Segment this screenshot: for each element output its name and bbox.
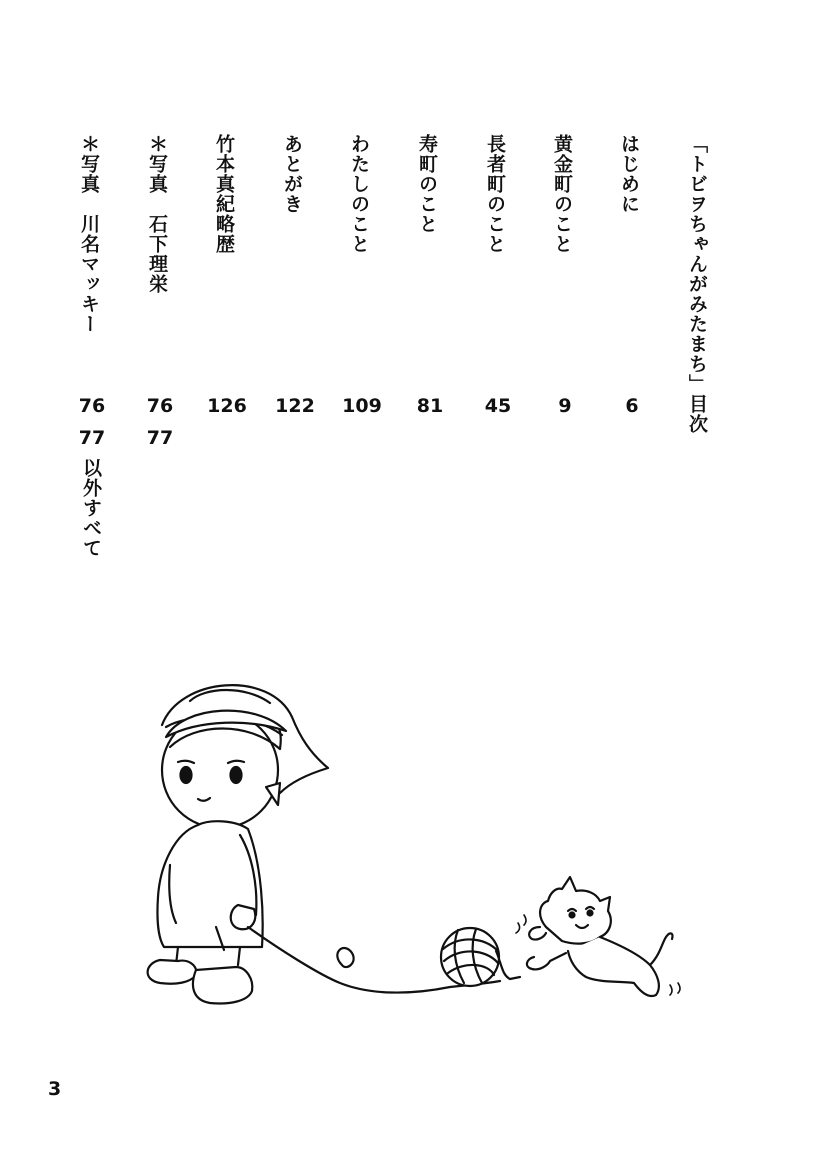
toc-entry xyxy=(545,0,585,600)
girl-cat-yarn-illustration xyxy=(130,665,700,1035)
toc-credit-page-2: 77 xyxy=(78,427,106,449)
toc-entry-label: 竹本真紀略歴 xyxy=(213,134,235,254)
toc-entry-page: 45 xyxy=(484,395,512,417)
page-number: 3 xyxy=(48,1078,62,1100)
toc-entry-page: 9 xyxy=(558,395,572,417)
toc-entry xyxy=(478,0,518,600)
toc-entry xyxy=(410,0,450,600)
toc-entry-page: 6 xyxy=(625,395,639,417)
toc-entry-label: 長者町のこと xyxy=(484,134,506,254)
toc-credit xyxy=(140,0,180,600)
toc-entry-page: 126 xyxy=(207,395,247,417)
toc-credit-page: 76 xyxy=(78,395,106,417)
toc-entry xyxy=(342,0,382,600)
toc-entry-label: 寿町のこと xyxy=(416,134,438,234)
yarn-loop xyxy=(337,948,353,967)
toc-entry xyxy=(275,0,315,600)
toc-title-column xyxy=(680,0,720,600)
toc-entry-page: 81 xyxy=(416,395,444,417)
toc-entry-label: あとがき xyxy=(281,134,303,214)
toc-credit-label: ＊写真 石下理栄 xyxy=(146,134,168,294)
toc-entry-page: 122 xyxy=(275,395,315,417)
toc-credit-label: ＊写真 川名マッキー xyxy=(78,134,100,334)
toc-entry-label: わたしのこと xyxy=(348,134,370,254)
toc-entry xyxy=(612,0,652,600)
cat-figure xyxy=(516,877,680,996)
yarn-ball xyxy=(441,928,520,986)
toc-entry-label: はじめに xyxy=(618,134,640,214)
toc-credit-page-2: 77 xyxy=(146,427,174,449)
girl-figure xyxy=(148,685,328,1003)
toc-credit-suffix: 以外すべて xyxy=(80,458,102,558)
toc-credit xyxy=(72,0,112,600)
toc-credit-page: 76 xyxy=(146,395,174,417)
toc-entry xyxy=(207,0,247,600)
toc-title: 「トビヲちゃんがみたまち」目次 xyxy=(686,134,708,434)
toc-entry-page: 109 xyxy=(342,395,382,417)
toc-entry-label: 黄金町のこと xyxy=(551,134,573,254)
